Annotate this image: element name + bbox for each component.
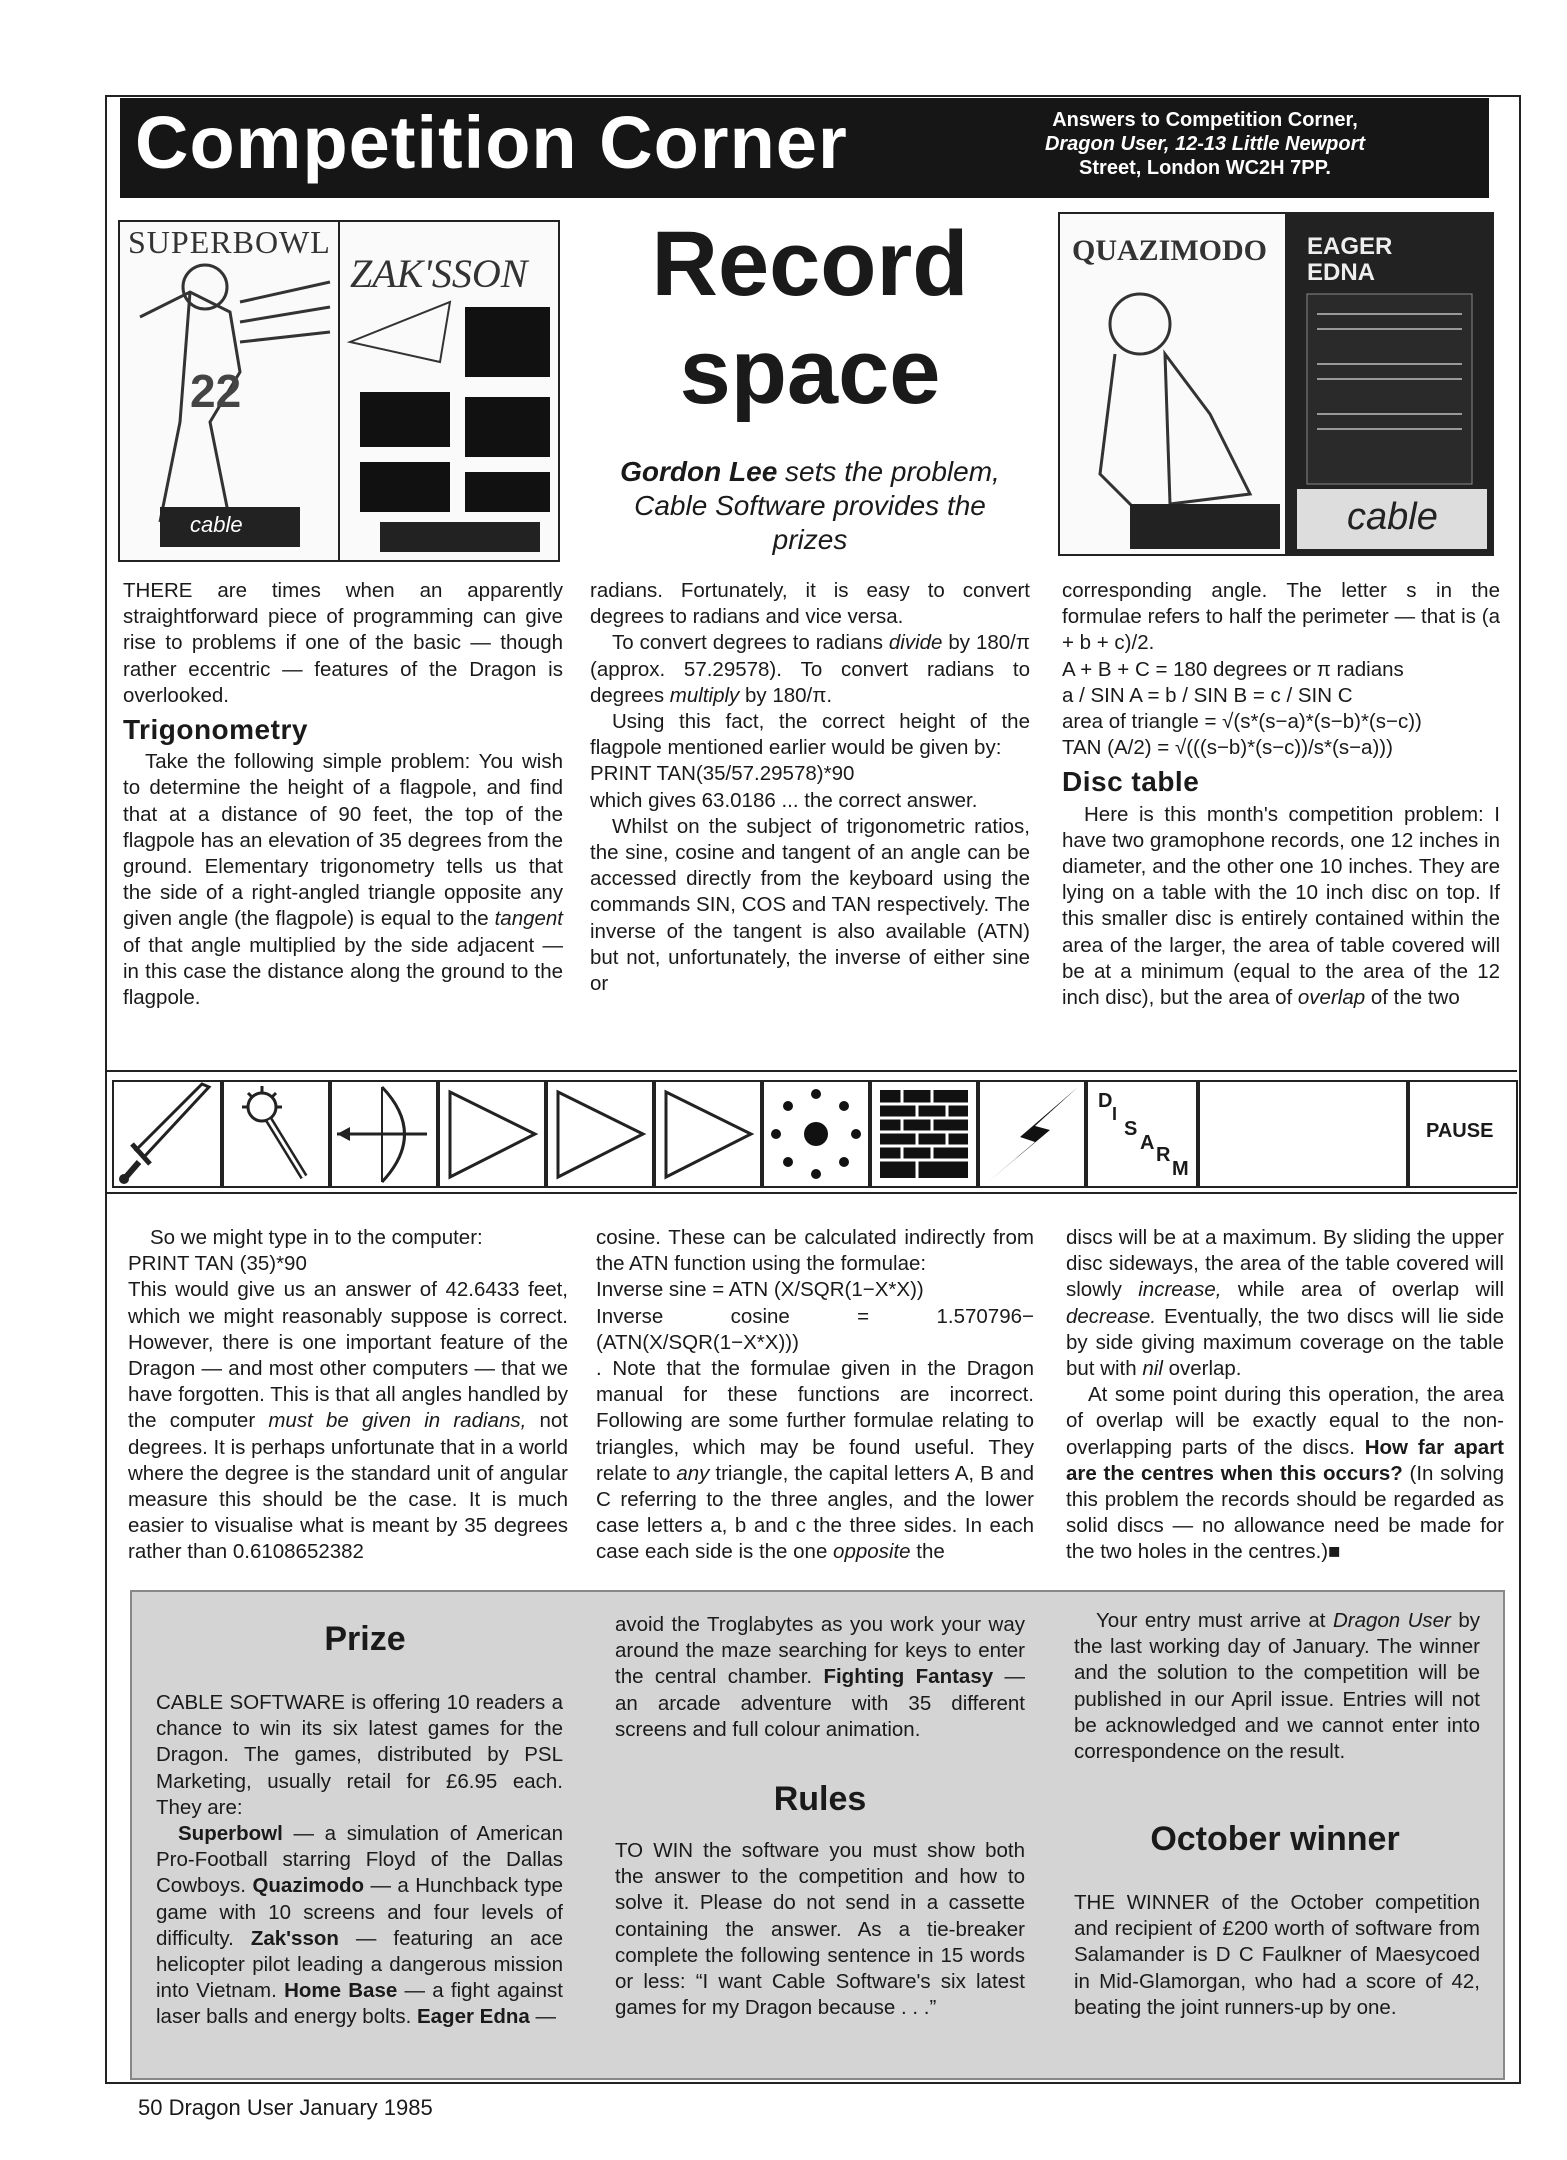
rules-heading: Rules <box>773 1780 867 1818</box>
cable-logo-right: cable <box>1347 496 1438 538</box>
dots-icon <box>764 1082 868 1186</box>
play-arrow-icon <box>440 1082 544 1186</box>
eager-edna-cover <box>1285 212 1494 556</box>
pause-label: PAUSE <box>1426 1120 1494 1142</box>
column-4: So we might type in to the computer: PRINT TAN (35)*90 This would give us an answer of 42.6433 feet, which we might reasonably suppose is correct. However, there is one important feature of the Dragon — and most other computers — that we have forgotten. This is that all angles handled by the computer must be given in radians, not degrees. It is perhaps unfortunate that in a world where the degree is the standard unit of angular measure this should be the case. It is much easier to visualise what is meant by 35 degrees rather than 0.6108652382 <box>128 1226 568 1564</box>
brick-wall-icon <box>872 1082 976 1186</box>
disc-table-heading: Disc table <box>1062 766 1200 798</box>
bow-icon <box>332 1082 436 1186</box>
bow-cell <box>330 1080 438 1188</box>
article-deck: Gordon Lee sets the problem, Cable Software provides the prizes <box>620 456 1000 555</box>
bricks-cell <box>870 1080 978 1188</box>
article-title: Record space <box>651 213 969 423</box>
sword-icon <box>114 1082 220 1186</box>
arrow-cell-3 <box>654 1080 762 1188</box>
answer-address: Answers to Competition Corner, Dragon User, 12-13 Little Newport Street, London WC2H 7PP. <box>1044 109 1366 179</box>
october-text: THE WINNER of the October competition and recipient of £200 worth of software from Salamander is D C Faulkner of Maesycoed in Mid-Glamorgan, who had a score of 42, beating the joint runners-up by one. <box>1074 1891 1480 2019</box>
prize-heading: Prize <box>324 1620 406 1658</box>
page-title: Competition Corner <box>135 101 848 184</box>
rules-text: TO WIN the software you must show both the answer to the competition and how to solve it. Please do not send in a cassette containing the answer. As a tie-breaker complete the following sentence in 15 words or less: “I want Cable Software's six latest games for my Dragon because . . .” <box>615 1839 1025 2020</box>
column-1: THERE are times when an apparently straightforward piece of programming can give rise to problems if one of the basic — though rather eccentric — features of the Dragon is overlooked. Trigonometry Take the following simple problem: You wish to determine the height of a flagpole, and find that at a distance of 90 feet, the top of the flagpole has an elevation of 35 degrees from the ground. Elementary trigonometry tells us that the side of a right-angled triangle opposite any given angle (the flagpole) is equal to the tangent of that angle multiplied by the side adjacent — in this case the distance along the ground to the flagpole. <box>123 579 563 1010</box>
arrow-cell-1 <box>438 1080 546 1188</box>
quazimodo-title: QUAZIMODO <box>1072 234 1267 267</box>
quazimodo-cover <box>1058 212 1287 556</box>
entry-text: Your entry must arrive at Dragon User by the last working day of January. The winner and the solution to the competition will be published in our April issue. Entries will not be acknowledged and we cannot enter into correspondence on the result. <box>1074 1609 1480 1764</box>
cable-logo: cable <box>190 512 243 537</box>
blank-cell <box>1198 1080 1408 1188</box>
sword-cell <box>112 1080 222 1188</box>
superbowl-title: SUPERBOWL <box>128 224 331 260</box>
column-2: radians. Fortunately, it is easy to convert degrees to radians and vice versa. To convert degrees to radians divide by 180/π (approx. 57.29578). To convert radians to degrees multiply by 180/π. Using this fact, the correct height of the flagpole mentioned earlier would be given by: PRINT TAN(35/57.29578)*90 which gives 63.0186 ... the correct answer. Whilst on the subject of trigonometric ratios, the sine, cosine and tangent of an angle can be accessed directly from the keyboard using the commands SIN, COS and TAN respectively. The inverse of the tangent is also available (ATN) but not, unfortunately, the inverse of either sine or <box>590 579 1030 996</box>
page-footer: 50 Dragon User January 1985 <box>138 2095 433 2120</box>
column-6: discs will be at a maximum. By sliding the upper disc sideways, the area of the table covered will slowly increase, while area of overlap will decrease. Eventually, the two discs will lie side by side giving maximum coverage on the table but with nil overlap. At some point during this operation, the area of overlap will be exactly equal to the non-overlapping parts of the discs. How far apart are the centres when this occurs? (In solving this problem the records should be regarded as solid discs — no allowance need be made for the two holes in the centres.)■ <box>1066 1226 1505 1564</box>
trigonometry-heading: Trigonometry <box>123 714 308 746</box>
mace-icon <box>224 1082 328 1186</box>
svg-text:22: 22 <box>190 365 242 417</box>
column-5: cosine. These can be calculated indirectly from the ATN function using the formulae: Inverse sine = ATN (X/SQR(1−X*X)) Inverse cosine = 1.570796−(ATN(X/SQR(1−X*X))) . Note that the formulae given in the Dragon manual for these functions are incorrect. Following are some further formulae relating to triangles, which may be found useful. They relate to any triangle, the capital letters A, B and C referring to the three angles, and the lower case letters a, b and c the three sides. In each case each side is the one opposite the <box>596 1226 1034 1564</box>
prize-column-1: CABLE SOFTWARE is offering 10 readers a chance to win its six latest games for the Dragon. The games, distributed by PSL Marketing, usually retail for £6.95 each. They are: Superbowl — a simulation of American Pro-Football starring Floyd of the Dallas Cowboys. Quazimodo — a Hunchback type game with 10 screens and four levels of difficulty. Zak'sson — featuring an ace helicopter pilot leading a dangerous mission into Vietnam. Home Base — a fight against laser balls and energy bolts. Eager Edna — <box>156 1691 563 2029</box>
column-3: corresponding angle. The letter s in the formulae refers to half the perimeter — that is (a + b + c)/2. A + B + C = 180 degrees or π radians a / SIN A = b / SIN B = c / SIN C area of triangle = √(s*(s−a)*(s−b)*(s−c)) TAN (A/2) = √(((s−b)*(s−c))/s*(s−a))) Disc table Here is this month's competition problem: I have two gramophone records, one 12 inches in diameter, and the other one 10 inches. They are lying on a table with the 10 inch disc on top. If this smaller disc is entirely contained within the area of the larger, the area of table covered will be at a minimum (equal to the area of the 12 inch disc), but the area of overlap of the two <box>1062 579 1500 1010</box>
lightning-icon <box>980 1082 1084 1186</box>
zaksson-cover <box>338 220 560 562</box>
disarm-cell: D I S A R M <box>1086 1080 1198 1188</box>
dots-cell <box>762 1080 870 1188</box>
lightning-cell <box>978 1080 1086 1188</box>
mace-cell <box>222 1080 330 1188</box>
superbowl-cover <box>118 220 340 562</box>
zaksson-title: ZAK'SSON <box>350 251 528 296</box>
october-heading: October winner <box>1150 1820 1400 1858</box>
prize-column-2: avoid the Troglabytes as you work your way around the maze searching for keys to enter the central chamber. Fighting Fantasy — an arcade adventure with 35 different screens and full colour animation. <box>615 1613 1025 1741</box>
play-arrow-icon <box>548 1082 652 1186</box>
arrow-cell-2 <box>546 1080 654 1188</box>
pause-cell <box>1408 1080 1518 1188</box>
eager-edna-title: EAGER EDNA <box>1307 233 1393 286</box>
play-arrow-icon <box>656 1082 760 1186</box>
superbowl-art <box>120 222 338 560</box>
